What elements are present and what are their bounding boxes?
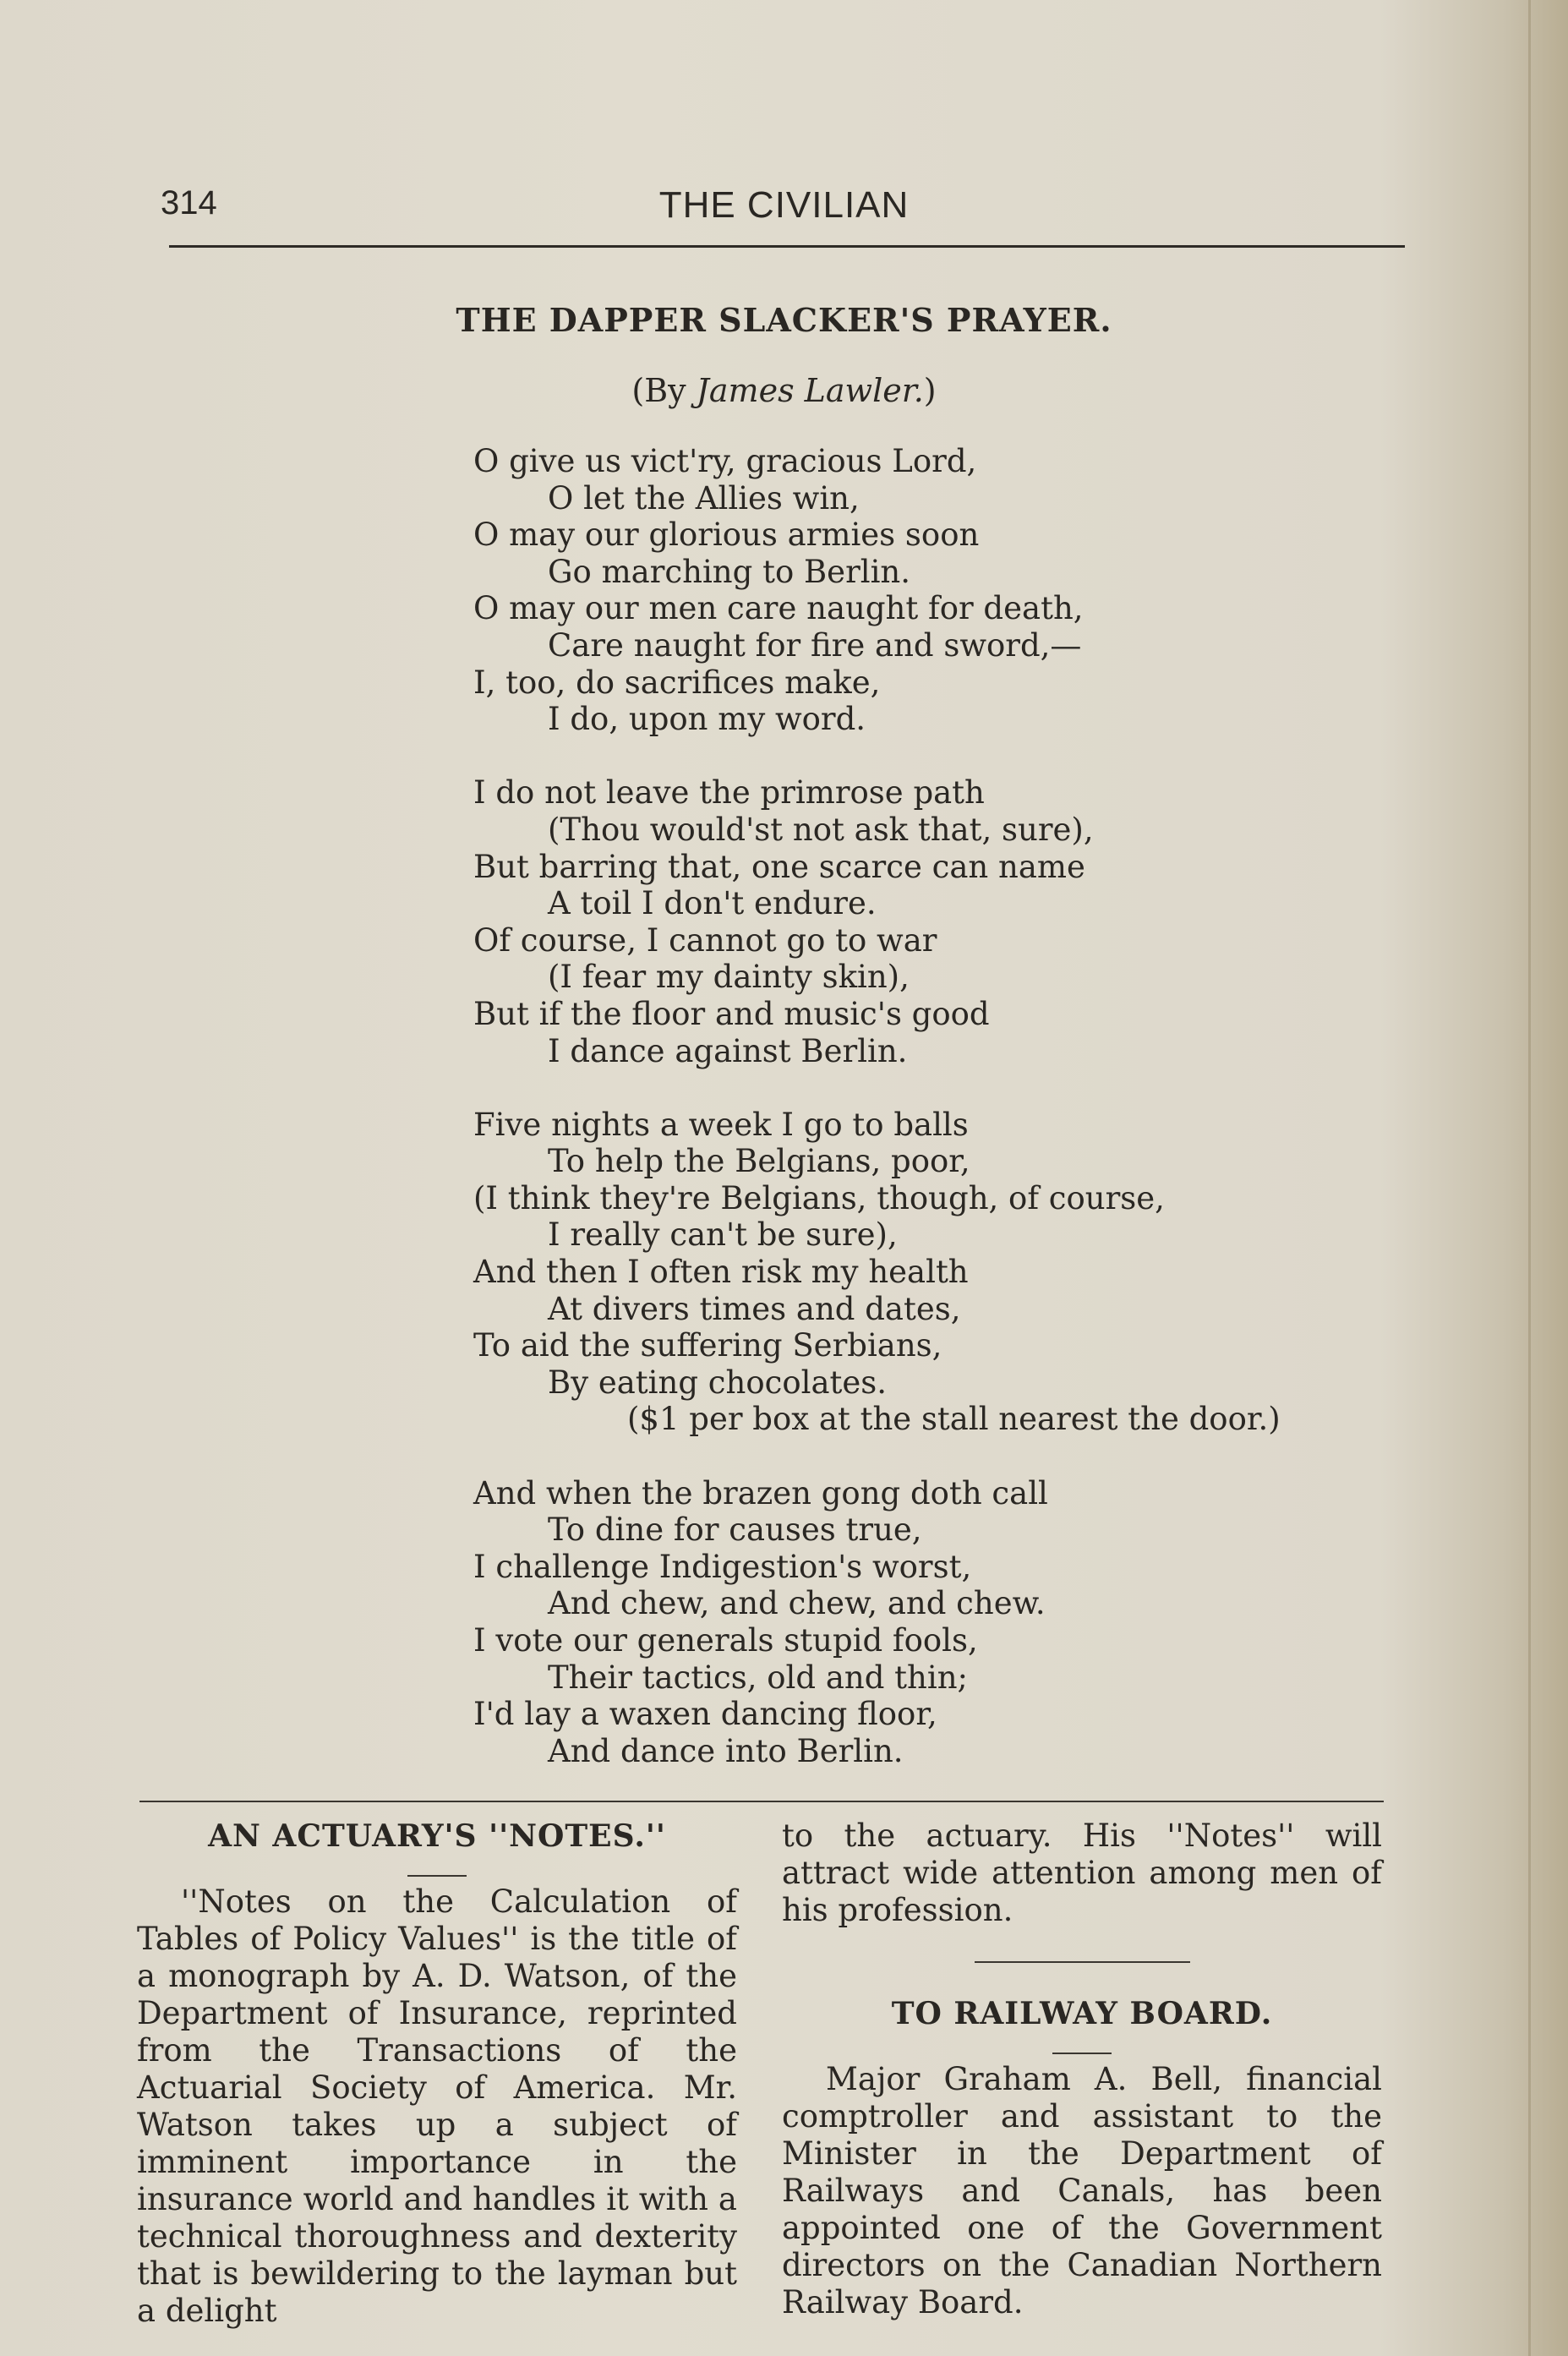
poem-line: O may our glorious armies soon <box>473 517 980 554</box>
poem-line: I'd lay a waxen dancing floor, <box>473 1696 937 1733</box>
poem-line: And chew, and chew, and chew. <box>548 1585 1046 1622</box>
right-column <box>782 1818 1382 2321</box>
actuary-body: ''Notes on the Calculation of Tables of Policy Values'' is the title of a monograph by A. D. Watson, of the Department of Insurance, reprinted from the Transactions of the Actuarial Society of America. Mr. Watson takes up a subject of imminent importance in the insurance world and handles it with a technical thoroughness and dexterity that is bewildering to the layman but a delight <box>137 1883 737 2329</box>
poem-line: (I think they're Belgians, though, of course, <box>473 1179 1165 1216</box>
byline-suffix: ) <box>923 372 937 409</box>
heading-rule <box>1052 2053 1112 2054</box>
railway-body: Major Graham A. Bell, financial comptroller and assistant to the Minister in the Department of Railways and Canals, has been appointed one of the Government directors on the Canadian Northern Railway Board. <box>782 2061 1382 2320</box>
actuary-heading: AN ACTUARY'S ''NOTES.'' <box>208 1818 666 1854</box>
header-rule <box>169 245 1405 248</box>
poem-line: To dine for causes true, <box>548 1511 922 1549</box>
byline-author: James Lawler. <box>696 372 924 409</box>
poem-line: A toil I don't endure. <box>548 885 877 922</box>
actuary-body-continued: to the actuary. His ''Notes'' will attract wide attention among men of his profession. <box>782 1818 1382 1928</box>
poem-line: Go marching to Berlin. <box>548 553 911 590</box>
left-column <box>137 1818 737 2330</box>
page-edge <box>1528 0 1531 2356</box>
poem-line: I do not leave the primrose path <box>473 774 985 812</box>
poem-line: But if the floor and music's good <box>473 995 990 1032</box>
poem-byline <box>0 372 1568 409</box>
poem-line: ($1 per box at the stall nearest the door.) <box>627 1401 1281 1438</box>
poem-line: I, too, do sacrifices make, <box>473 664 881 701</box>
poem-line: At divers times and dates, <box>548 1290 961 1327</box>
poem-line: (Thou would'st not ask that, sure), <box>548 811 1094 848</box>
poem-title: THE DAPPER SLACKER'S PRAYER. <box>456 301 1112 339</box>
byline-prefix: (By <box>631 372 697 409</box>
poem-line: O give us vict'ry, gracious Lord, <box>473 443 977 479</box>
poem-line: And dance into Berlin. <box>548 1732 904 1769</box>
poem-line: I dance against Berlin. <box>548 1032 908 1069</box>
railway-heading: TO RAILWAY BOARD. <box>891 1996 1273 2031</box>
poem-line: I really can't be sure), <box>548 1216 898 1254</box>
stanza-break <box>473 1069 1403 1107</box>
poem-line: O let the Allies win, <box>548 479 860 517</box>
poem-line: But barring that, one scarce can name <box>473 848 1085 885</box>
poem-line: I do, upon my word. <box>548 701 866 738</box>
running-head: THE CIVILIAN <box>658 184 910 226</box>
poem-line: And then I often risk my health <box>473 1254 969 1291</box>
poem-line: To help the Belgians, poor, <box>548 1143 970 1180</box>
poem-line: (I fear my dainty skin), <box>548 959 910 996</box>
stanza-break <box>473 1438 1403 1475</box>
page-header <box>161 184 1407 235</box>
poem-line: By eating chocolates. <box>548 1364 888 1401</box>
stanza-break <box>473 738 1403 775</box>
section-rule <box>139 1801 1384 1802</box>
poem-line: I vote our generals stupid fools, <box>473 1622 978 1659</box>
poem-line: To aid the suffering Serbians, <box>473 1327 942 1364</box>
poem-body <box>473 443 1403 1769</box>
poem-line: Of course, I cannot go to war <box>473 921 937 959</box>
poem-line: I challenge Indigestion's worst, <box>473 1548 972 1585</box>
poem-line: Care naught for fire and sword,— <box>548 626 1082 664</box>
heading-rule <box>407 1875 467 1877</box>
article-divider <box>975 1961 1190 1963</box>
poem-line: And when the brazen gong doth call <box>473 1474 1048 1511</box>
poem-line: O may our men care naught for death, <box>473 590 1084 627</box>
poem-line: Five nights a week I go to balls <box>473 1106 969 1143</box>
poem-line: Their tactics, old and thin; <box>548 1659 968 1696</box>
page-number: 314 <box>161 184 217 221</box>
